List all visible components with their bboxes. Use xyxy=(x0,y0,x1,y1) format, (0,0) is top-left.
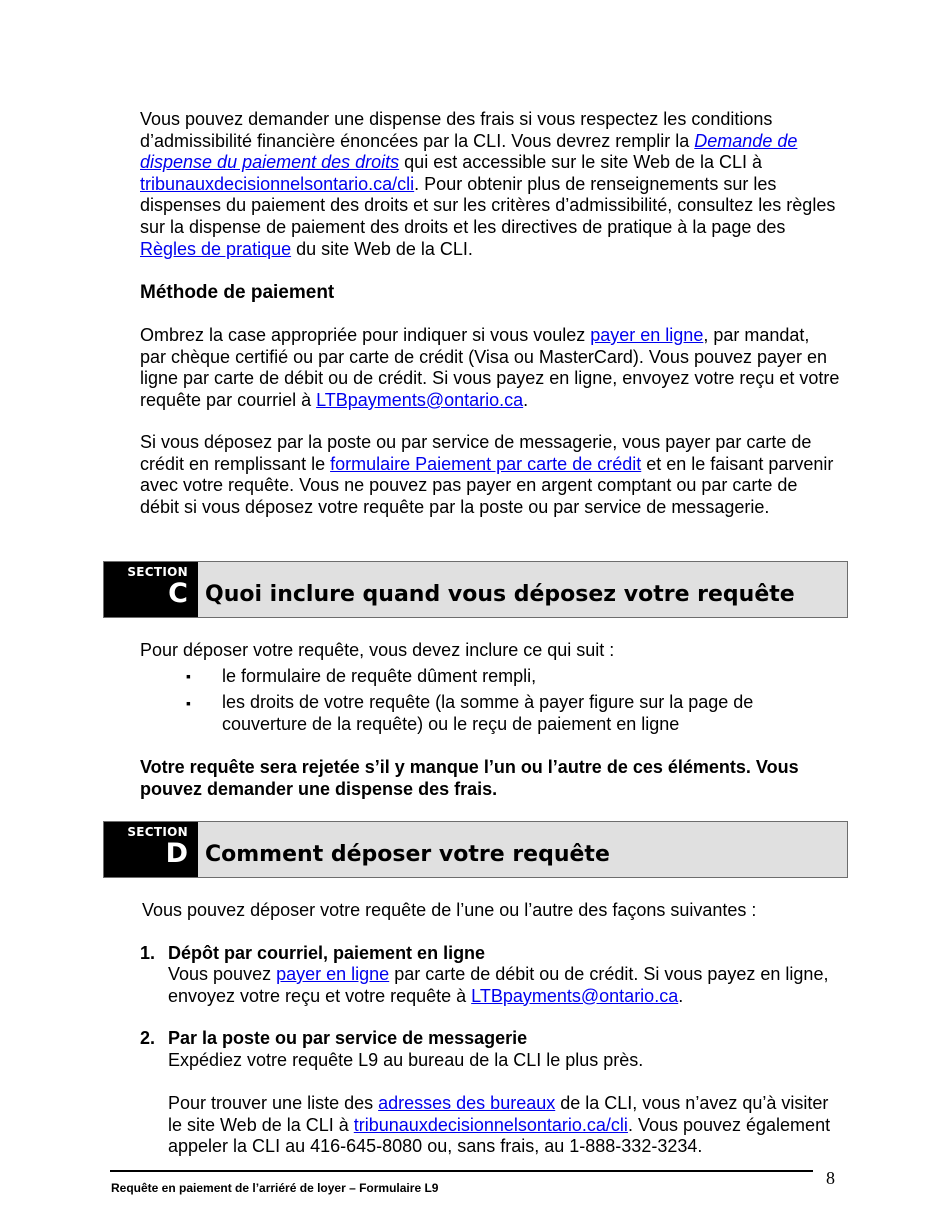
office-addresses-link[interactable]: adresses des bureaux xyxy=(378,1093,556,1113)
intro-paragraph: Vous pouvez demander une dispense des frais si vous respectez les conditions d’admissibilité financière énoncées par la CLI. Vous devrez remplir la Demande de dispense du paiement des droits qui est accessible sur le site Web de la CLI à tribunauxdecisionnelsontario.ca/cli. Pour obtenir plus de renseignements sur les dispenses du paiement des droits et sur les critères d’admissibilité, consultez les règles sur la dispense de paiement des droits et les directives de pratique à la page des Règles de pratique du site Web de la CLI. xyxy=(140,109,836,259)
pay-online-link[interactable]: payer en ligne xyxy=(590,325,704,345)
section-c-letter: C xyxy=(168,578,188,609)
section-c-title: Quoi inclure quand vous déposez votre requête xyxy=(205,582,795,607)
payment-method-paragraph: Ombrez la case appropriée pour indiquer si vous voulez payer en ligne, par mandat, par chèque certifié ou par carte de crédit (Visa ou MasterCard). Vous pouvez payer en ligne par carte de débit ou de crédit. Si vous payez en ligne, envoyez votre reçu et votre requête par courriel à LTBpayments@ontario.ca. xyxy=(140,325,840,410)
section-d-tag xyxy=(104,822,198,877)
section-d-title: Comment déposer votre requête xyxy=(205,842,610,867)
item-2-paragraph: Pour trouver une liste des adresses des bureaux de la CLI, vous n’avez qu’à visiter le site Web de la CLI à tribunauxdecisionnelsontario.ca/cli. Vous pouvez également appeler la CLI au 416-645-8080 ou, sans frais, au 1-888-332-3234. xyxy=(168,1093,831,1157)
requirement-item-fees: les droits de votre requête (la somme à payer figure sur la page de couverture de la requête) ou le reçu de paiement en ligne xyxy=(222,692,754,734)
item-2-line: Expédiez votre requête L9 au bureau de la CLI le plus près. xyxy=(168,1050,644,1070)
section-d-word: SECTION xyxy=(127,825,188,839)
footer-form-title: Requête en paiement de l’arriéré de loyer – Formulaire L9 xyxy=(111,1181,439,1195)
tribunal-website-link-2[interactable]: tribunauxdecisionnelsontario.ca/cli xyxy=(353,1114,628,1135)
requirement-item-form: le formulaire de requête dûment rempli, xyxy=(222,666,537,686)
item-1-title: Dépôt par courriel, paiement en ligne xyxy=(168,943,486,963)
section-c-intro: Pour déposer votre requête, vous devez inclure ce qui suit : xyxy=(140,640,615,660)
mail-courier-paragraph: Si vous déposez par la poste ou par service de messagerie, vous payer par carte de crédit en remplissant le formulaire Paiement par carte de crédit et en le faisant parvenir avec votre requête. Vous ne pouvez pas payer en argent comptant ou par carte de débit si vous déposez votre requête par la poste ou par service de messagerie. xyxy=(140,432,834,517)
section-d-letter: D xyxy=(165,838,188,869)
item-1-number: 1. xyxy=(140,943,156,963)
section-d-header xyxy=(103,821,848,878)
page-number: 8 xyxy=(826,1168,835,1188)
item-2-title: Par la poste ou par service de messagerie xyxy=(168,1028,528,1048)
section-c-tag xyxy=(104,562,198,617)
credit-card-form-link[interactable]: formulaire Paiement par carte de crédit xyxy=(330,453,642,474)
footer-divider xyxy=(110,1170,813,1172)
section-c-word: SECTION xyxy=(127,565,188,579)
ltb-payments-email-link[interactable]: LTBpayments@ontario.ca xyxy=(316,389,524,410)
rejection-warning: Votre requête sera rejetée s’il y manque l’un ou l’autre de ces éléments. Vous pouvez demander une dispense des frais. xyxy=(140,757,799,799)
item-2-number: 2. xyxy=(140,1028,156,1048)
rules-of-practice-link[interactable]: Règles de pratique xyxy=(140,238,292,259)
section-d-intro: Vous pouvez déposer votre requête de l’une ou l’autre des façons suivantes : xyxy=(142,900,757,920)
pay-online-link-2[interactable]: payer en ligne xyxy=(276,964,390,984)
bullet-icon: ▪ xyxy=(186,695,191,711)
ltb-payments-email-link-2[interactable]: LTBpayments@ontario.ca xyxy=(471,985,679,1006)
item-1-text: Vous pouvez payer en ligne par carte de débit ou de crédit. Si vous payez en ligne, envoyez votre reçu et votre requête à LTBpayments@ontario.ca. xyxy=(168,964,829,1006)
payment-method-heading: Méthode de paiement xyxy=(140,282,335,303)
tribunal-website-link[interactable]: tribunauxdecisionnelsontario.ca/cli xyxy=(140,173,415,194)
bullet-icon: ▪ xyxy=(186,668,191,684)
fee-waiver-request-link[interactable]: Demande de dispense du paiement des droits xyxy=(140,130,798,173)
section-c-header xyxy=(103,561,848,618)
